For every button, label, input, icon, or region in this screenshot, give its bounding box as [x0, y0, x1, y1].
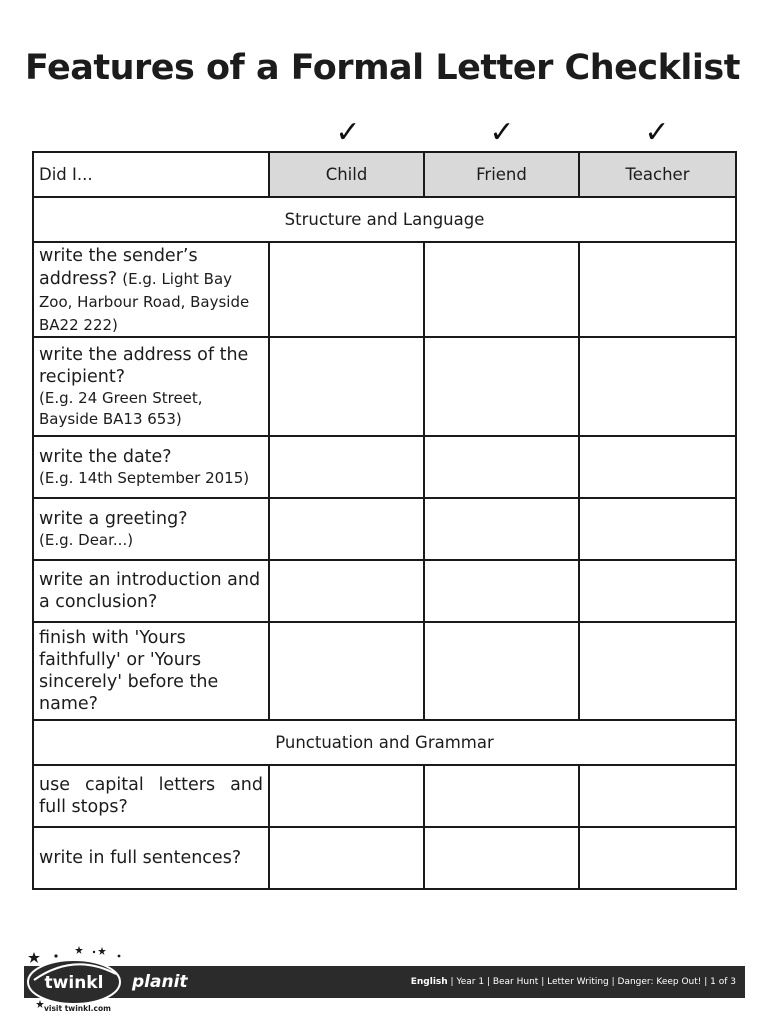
teacher-check-cell[interactable]	[579, 560, 736, 622]
teacher-check-cell[interactable]	[579, 436, 736, 498]
child-check-cell[interactable]	[269, 337, 424, 436]
criterion-example: (E.g. Light Bay Zoo, Harbour Road, Bayside BA22 222)	[39, 269, 250, 334]
criterion-cell	[33, 560, 269, 622]
checklist-table	[32, 151, 737, 890]
child-check-cell[interactable]	[269, 827, 424, 889]
friend-check-cell[interactable]	[424, 242, 579, 337]
criterion-text: write an introduction and a conclusion?	[39, 570, 261, 612]
friend-tick-icon: ✓	[489, 115, 515, 150]
section-row	[33, 720, 736, 765]
section-row	[33, 197, 736, 242]
friend-check-cell[interactable]	[424, 436, 579, 498]
section-punctuation-grammar: Punctuation and Grammar	[33, 720, 736, 765]
teacher-check-cell[interactable]	[579, 337, 736, 436]
child-check-cell[interactable]	[269, 560, 424, 622]
did-i-header: Did I...	[33, 152, 269, 197]
friend-check-cell[interactable]	[424, 622, 579, 720]
criterion-example: (E.g. 24 Green Street, Bayside BA13 653)	[39, 388, 203, 428]
criterion-cell	[33, 765, 269, 827]
criterion-text: write a greeting?	[39, 508, 188, 529]
table-row	[33, 765, 736, 827]
child-check-cell[interactable]	[269, 622, 424, 720]
breadcrumb	[411, 975, 736, 989]
criterion-text: write the address of the recipient?	[39, 344, 249, 387]
table-row	[33, 827, 736, 889]
criterion-text: finish with 'Yours faithfully' or 'Yours sincerely' before the name?	[39, 628, 219, 714]
visit-link[interactable]: visit twinkl.com	[44, 1004, 111, 1013]
child-check-cell[interactable]	[269, 765, 424, 827]
teacher-check-cell[interactable]	[579, 498, 736, 560]
friend-check-cell[interactable]	[424, 498, 579, 560]
child-column-header: Child	[269, 152, 424, 197]
criterion-example: (E.g. Dear...)	[39, 530, 134, 549]
child-check-cell[interactable]	[269, 498, 424, 560]
criterion-text: write the date?	[39, 446, 172, 467]
criterion-cell	[33, 498, 269, 560]
criterion-cell	[33, 827, 269, 889]
teacher-tick-icon: ✓	[644, 115, 670, 150]
teacher-check-cell[interactable]	[579, 765, 736, 827]
criterion-cell	[33, 337, 269, 436]
teacher-column-header: Teacher	[579, 152, 736, 197]
child-check-cell[interactable]	[269, 436, 424, 498]
child-check-cell[interactable]	[269, 242, 424, 337]
criterion-text: write in full sentences?	[39, 848, 242, 868]
table-row	[33, 622, 736, 720]
table-row	[33, 498, 736, 560]
criterion-cell	[33, 436, 269, 498]
breadcrumb-subject: English	[410, 977, 448, 987]
teacher-check-cell[interactable]	[579, 242, 736, 337]
section-structure-language: Structure and Language	[33, 197, 736, 242]
criterion-cell	[33, 622, 269, 720]
child-tick-icon: ✓	[335, 115, 361, 150]
table-row	[33, 242, 736, 337]
criterion-example: (E.g. 14th September 2015)	[39, 468, 250, 487]
breadcrumb-trail: | Year 1 | Bear Hunt | Letter Writing | Danger: Keep Out! | 1 of 3	[450, 977, 736, 987]
header-row	[33, 152, 736, 197]
table-row	[33, 560, 736, 622]
page-title: Features of a Formal Letter Checklist	[25, 48, 740, 88]
friend-check-cell[interactable]	[424, 337, 579, 436]
criterion-cell	[33, 242, 269, 337]
criterion-text: write the sender’s address?	[39, 245, 198, 289]
friend-check-cell[interactable]	[424, 765, 579, 827]
planit-brand: planit	[132, 972, 188, 992]
friend-column-header: Friend	[424, 152, 579, 197]
friend-check-cell[interactable]	[424, 560, 579, 622]
friend-check-cell[interactable]	[424, 827, 579, 889]
criterion-text: use capital letters and full stops?	[39, 775, 263, 817]
table-row	[33, 337, 736, 436]
teacher-check-cell[interactable]	[579, 622, 736, 720]
teacher-check-cell[interactable]	[579, 827, 736, 889]
logo-text: twinkl	[44, 973, 104, 993]
table-row	[33, 436, 736, 498]
